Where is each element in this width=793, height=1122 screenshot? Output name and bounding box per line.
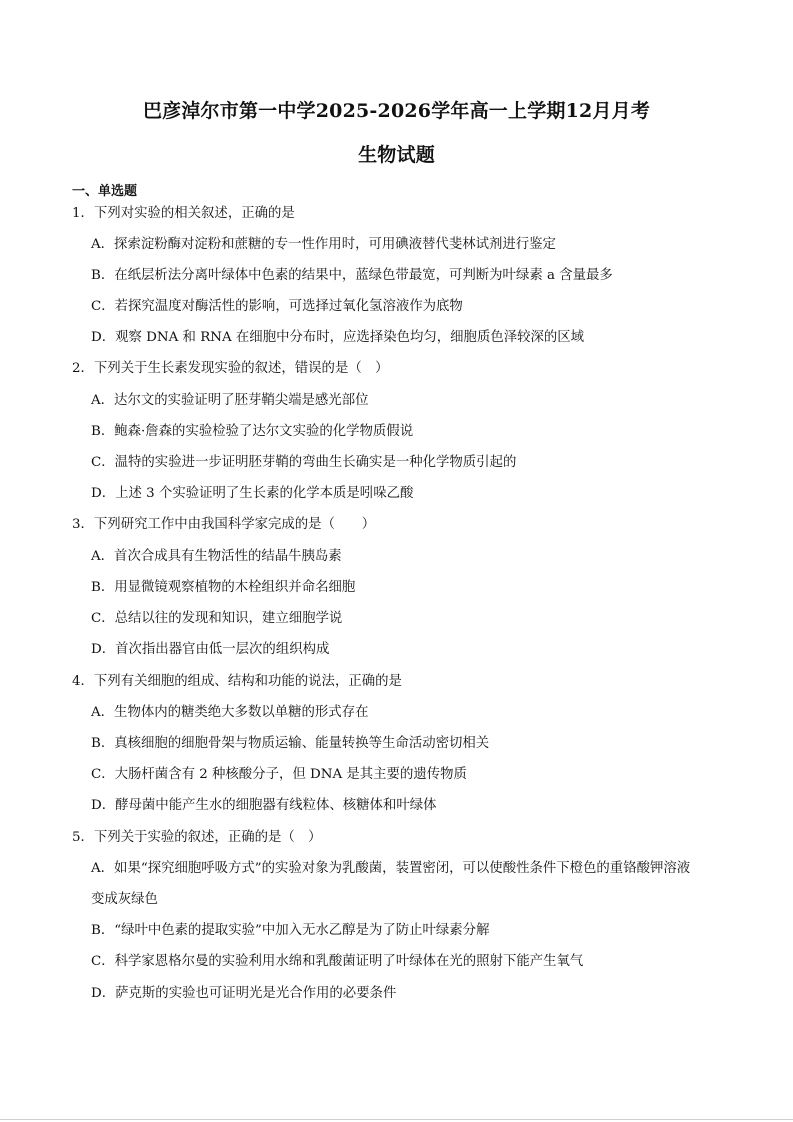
question-3-stem: 3．下列研究工作中由我国科学家完成的是（ ） [72, 517, 376, 532]
question-1-option-c: C．若探究温度对酶活性的影响，可选择过氧化氢溶液作为底物 [91, 299, 463, 314]
page-bottom-divider [0, 1119, 793, 1120]
question-2-option-a: A．达尔文的实验证明了胚芽鞘尖端是感光部位 [91, 393, 369, 408]
question-5-option-c: C．科学家恩格尔曼的实验利用水绵和乳酸菌证明了叶绿体在光的照射下能产生氧气 [91, 954, 584, 969]
exam-title: 巴彦淖尔市第一中学2025-2026学年高一上学期12月月考 [142, 100, 651, 122]
question-1-option-b: B．在纸层析法分离叶绿体中色素的结果中，蓝绿色带最宽，可判断为叶绿素 a 含量最多 [91, 268, 613, 283]
question-5-option-a: A．如果“探究细胞呼吸方式”的实验对象为乳酸菌，装置密闭，可以使酸性条件下橙色的重铬酸钾溶液 [91, 861, 691, 876]
question-5-option-a-continued: 变成灰绿色 [91, 892, 158, 907]
question-2-stem: 2．下列关于生长素发现实验的叙述，错误的是（ ） [72, 361, 389, 376]
question-5-option-b: B．“绿叶中色素的提取实验”中加入无水乙醇是为了防止叶绿素分解 [91, 923, 490, 938]
question-5-option-d: D．萨克斯的实验也可证明光是光合作用的必要条件 [91, 986, 397, 1001]
question-4-option-d: D．酵母菌中能产生水的细胞器有线粒体、核糖体和叶绿体 [91, 798, 437, 813]
question-3-option-d: D．首次指出器官由低一层次的组织构成 [91, 642, 330, 657]
question-2-option-b: B．鲍森·詹森的实验检验了达尔文实验的化学物质假说 [91, 424, 414, 439]
question-5-stem: 5．下列关于实验的叙述，正确的是（ ） [72, 830, 322, 845]
question-3-option-c: C．总结以往的发现和知识，建立细胞学说 [91, 611, 343, 626]
question-1-option-a: A．探索淀粉酶对淀粉和蔗糖的专一性作用时，可用碘液替代斐林试剂进行鉴定 [91, 237, 556, 252]
section-heading: 一、单选题 [72, 184, 138, 199]
question-4-stem: 4．下列有关细胞的组成、结构和功能的说法，正确的是 [72, 674, 402, 689]
question-3-option-b: B．用显微镜观察植物的木栓组织并命名细胞 [91, 580, 356, 595]
question-2-option-d: D．上述 3 个实验证明了生长素的化学本质是吲哚乙酸 [91, 486, 414, 501]
question-2-option-c: C．温特的实验进一步证明胚芽鞘的弯曲生长确实是一种化学物质引起的 [91, 455, 517, 470]
question-1-option-d: D．观察 DNA 和 RNA 在细胞中分布时，应选择染色均匀，细胞质色泽较深的区域 [91, 330, 585, 345]
question-4-option-a: A．生物体内的糖类绝大多数以单糖的形式存在 [91, 705, 369, 720]
question-4-option-c: C．大肠杆菌含有 2 种核酸分子，但 DNA 是其主要的遗传物质 [91, 767, 467, 782]
question-4-option-b: B．真核细胞的细胞骨架与物质运输、能量转换等生命活动密切相关 [91, 736, 490, 751]
question-1-stem: 1．下列对实验的相关叙述，正确的是 [72, 206, 295, 221]
question-3-option-a: A．首次合成具有生物活性的结晶牛胰岛素 [91, 549, 342, 564]
exam-subtitle: 生物试题 [358, 144, 435, 166]
